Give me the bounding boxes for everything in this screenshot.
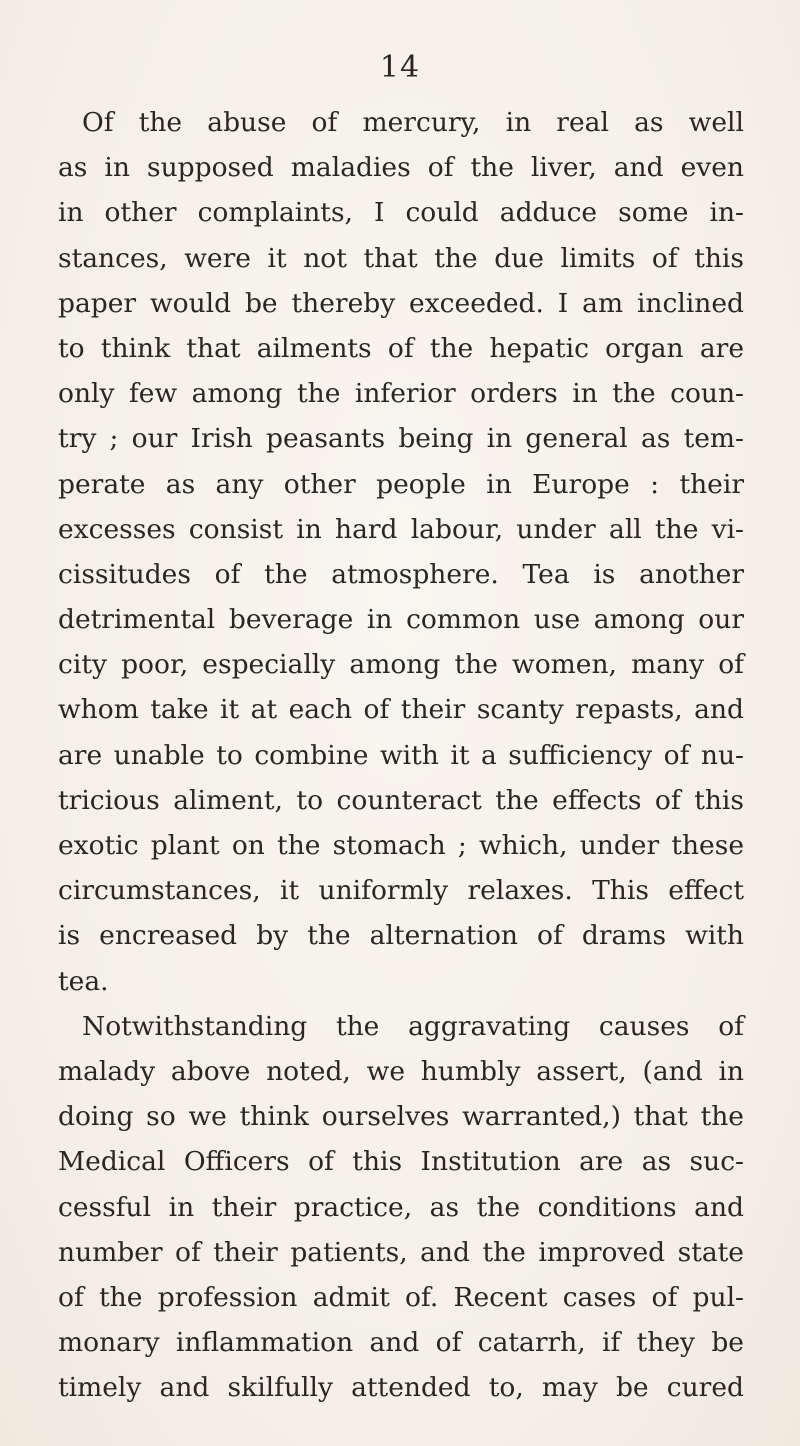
text-line: stances, were it not that the due limits of this — [58, 242, 744, 274]
text-line: perate as any other people in Europe : their — [58, 468, 744, 500]
text-line: city poor, especially among the women, many of — [58, 649, 744, 681]
text-line: are unable to combine with it a sufficiency of nu- — [58, 739, 744, 771]
text-line: excesses consist in hard labour, under all the vi- — [58, 513, 744, 545]
text-line: timely and skilfully attended to, may be cured — [58, 1372, 744, 1404]
text-line: as in supposed maladies of the liver, and even — [58, 152, 744, 184]
text-line: detrimental beverage in common use among our — [58, 604, 744, 636]
text-line: of the profession admit of. Recent cases of pul- — [58, 1281, 744, 1313]
text-line: tricious aliment, to counteract the effects of this — [58, 784, 744, 816]
text-line: Notwithstanding the aggravating causes of — [82, 1010, 744, 1042]
text-line: in other complaints, I could adduce some in- — [58, 197, 744, 229]
body-text — [58, 100, 744, 1410]
text-line: only few among the inferior orders in the coun- — [58, 378, 744, 410]
text-line: paper would be thereby exceeded. I am inclined — [58, 287, 744, 319]
text-line: circumstances, it uniformly relaxes. This effect — [58, 875, 744, 907]
text-line: is encreased by the alternation of drams with — [58, 920, 744, 952]
text-line: try ; our Irish peasants being in general as tem- — [58, 423, 744, 455]
text-line: malady above noted, we humbly assert, (and in — [58, 1055, 744, 1087]
text-line: Of the abuse of mercury, in real as well — [82, 107, 744, 138]
text-line: cessful in their practice, as the conditions and — [58, 1191, 744, 1223]
text-line: number of their patients, and the improved state — [58, 1236, 744, 1268]
text-line: monary inflammation and of catarrh, if they be — [58, 1327, 744, 1359]
text-line: whom take it at each of their scanty repasts, and — [58, 694, 744, 726]
text-line: to think that ailments of the hepatic organ are — [58, 332, 744, 364]
text-line: Medical Officers of this Institution are as suc- — [58, 1146, 744, 1178]
text-line: exotic plant on the stomach ; which, under these — [58, 830, 744, 861]
text-line: cissitudes of the atmosphere. Tea is another — [58, 558, 744, 590]
text-line: tea. — [58, 965, 109, 997]
page-number: 14 — [379, 50, 421, 85]
text-line: doing so we think ourselves warranted,) that the — [58, 1101, 744, 1133]
